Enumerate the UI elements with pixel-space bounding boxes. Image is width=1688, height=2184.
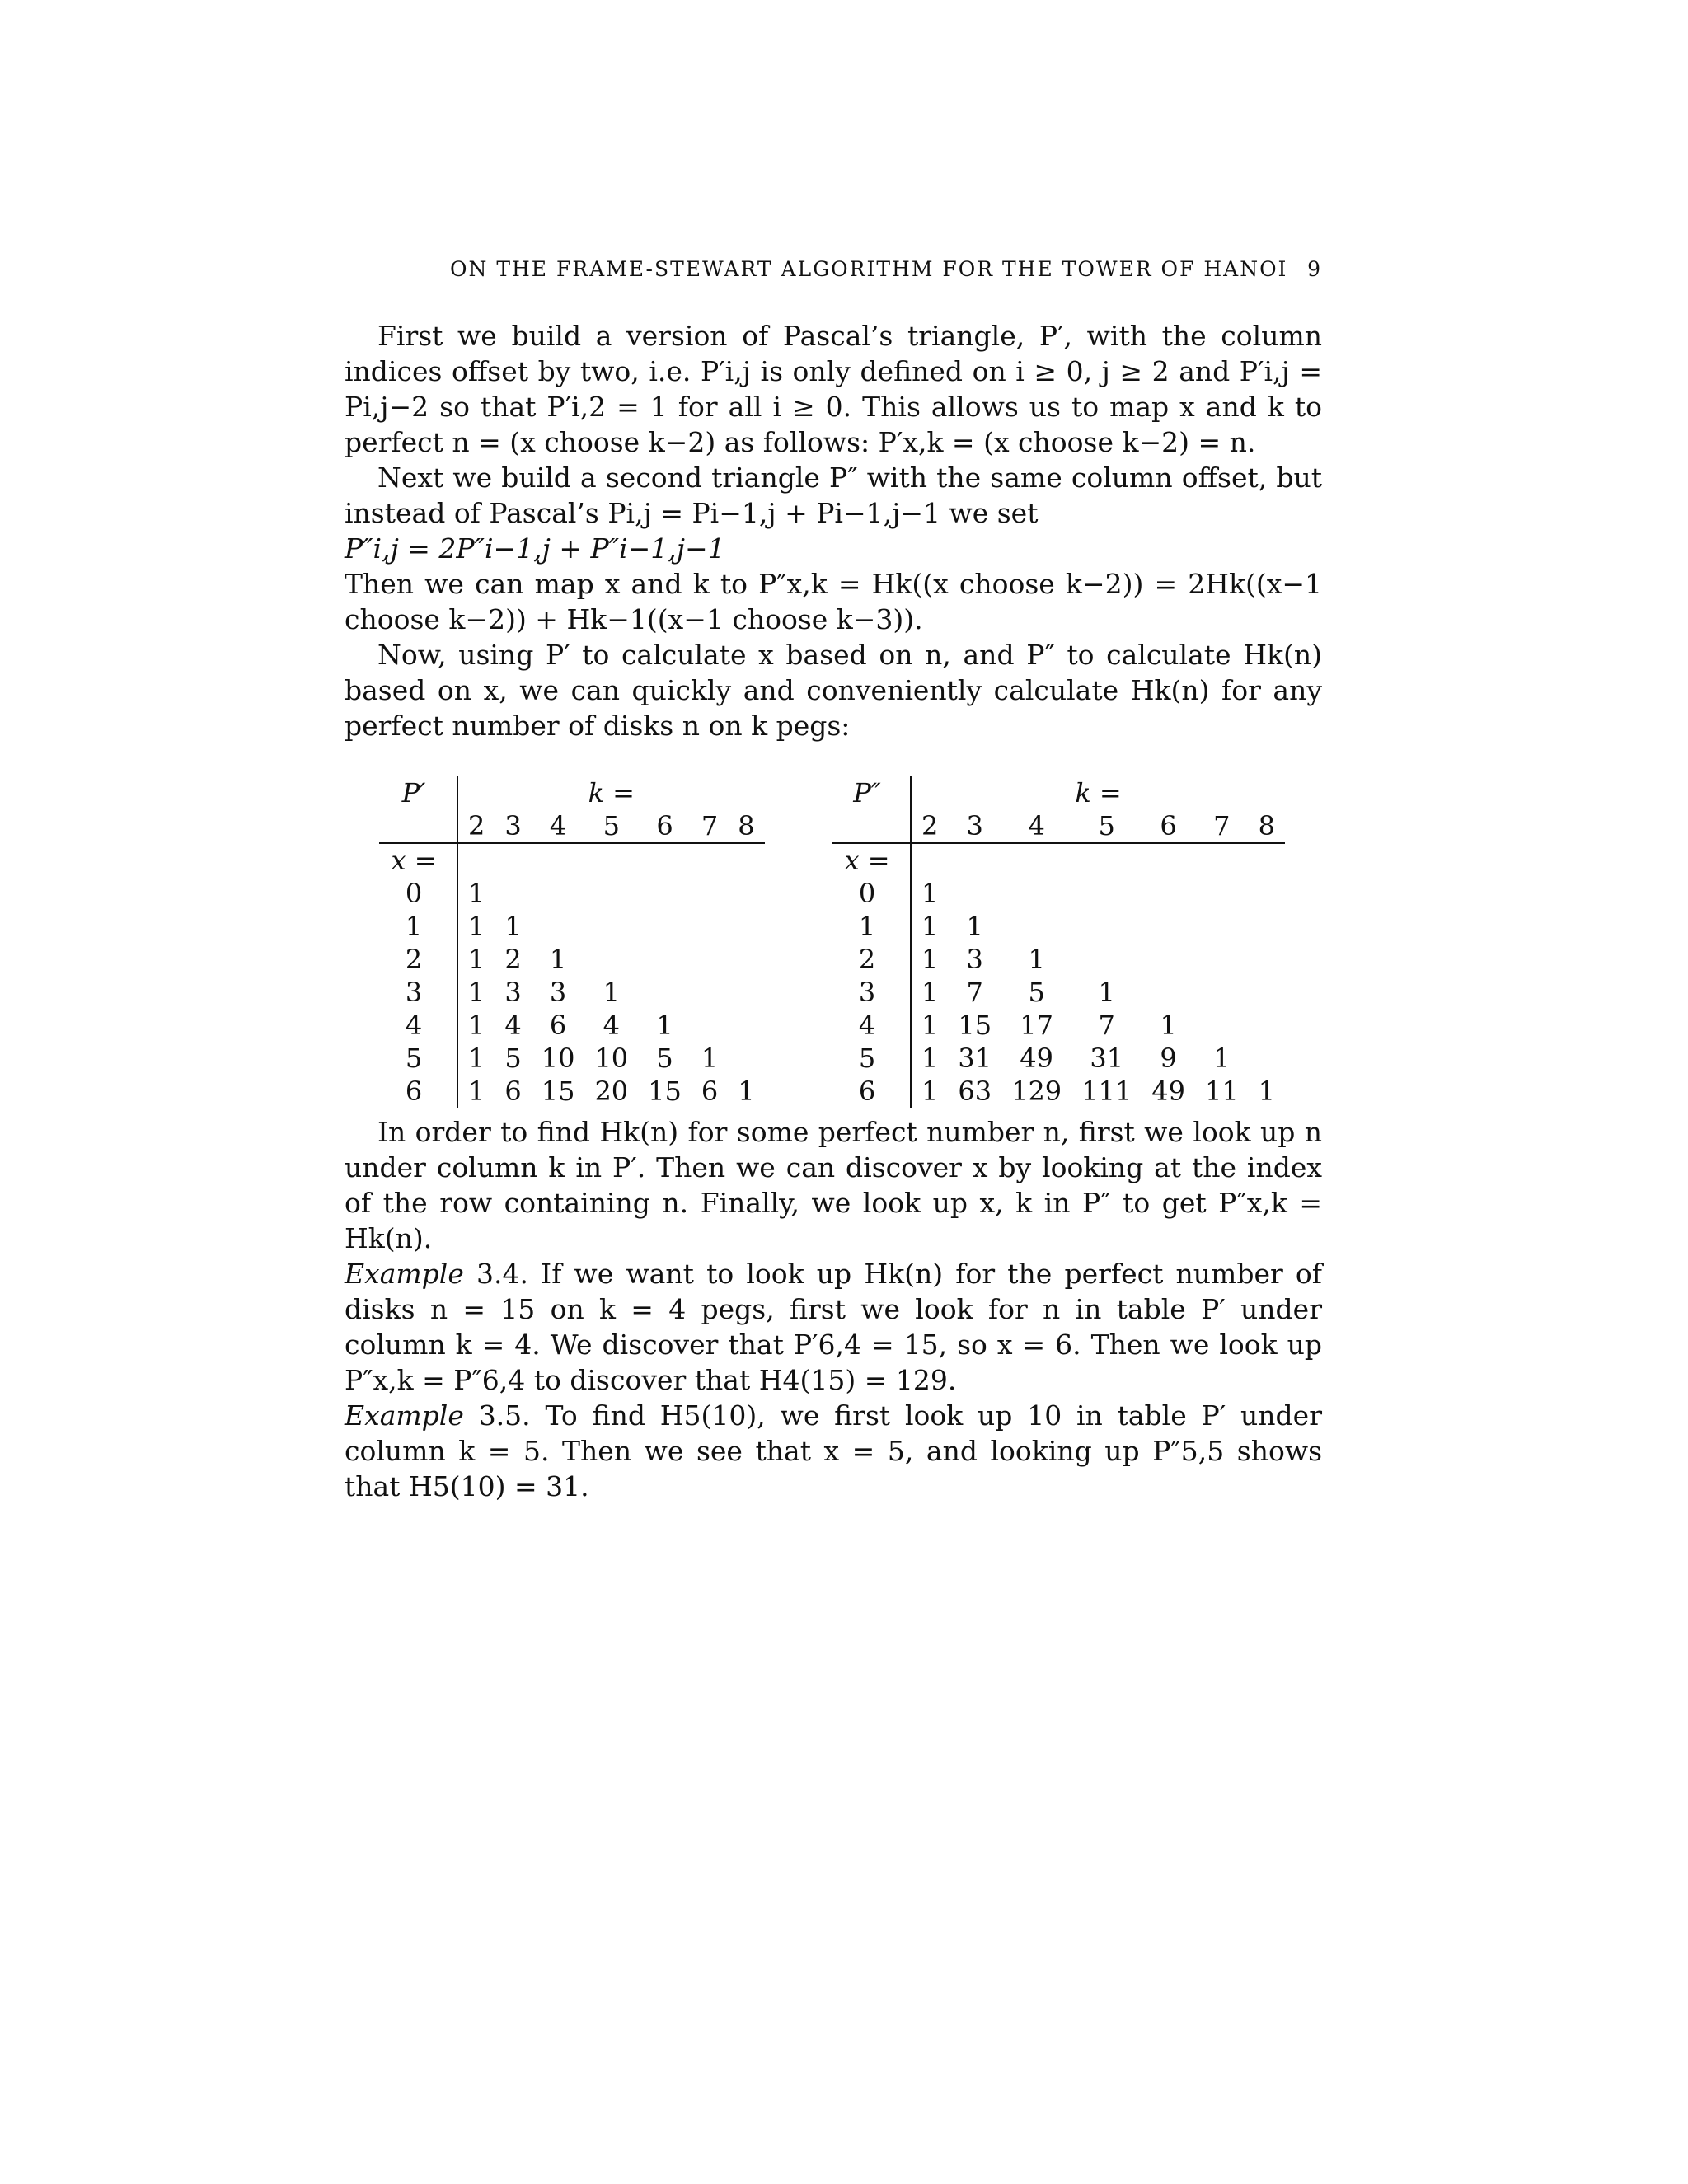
- table-cell: [1071, 910, 1142, 943]
- table-cell: 1: [921, 1010, 939, 1041]
- table-cell: [532, 877, 585, 910]
- page-number: 9: [1307, 257, 1322, 281]
- table-name: P′: [379, 776, 457, 809]
- column-header-row: [379, 809, 765, 843]
- table-cell: [584, 877, 638, 910]
- table-cell: [948, 877, 1001, 910]
- equation-recurrence: P″i,j = 2P″i−1,j + P″i−1,j−1: [345, 532, 725, 565]
- example-label: Example: [345, 1399, 464, 1432]
- table-cell: [1195, 976, 1249, 1009]
- table-cell: 6: [504, 1076, 522, 1107]
- table-cell: 1: [549, 944, 567, 975]
- table-cell: [495, 877, 531, 910]
- table-cell: 1: [701, 1043, 719, 1074]
- column-header: 6: [638, 809, 692, 843]
- table-row: [832, 910, 1285, 943]
- table-row: [379, 910, 765, 943]
- table-cell: 1: [468, 911, 485, 942]
- x-label: x =: [379, 843, 457, 877]
- table-cell: [1142, 943, 1195, 976]
- table-cell: [638, 976, 692, 1009]
- table-cell: 1: [1213, 1043, 1231, 1074]
- paragraph-4: Now, using P′ to calculate x based on n, and P″ to calculate Hk(n) based on x, we can quickly and conveniently calculate Hk(n) for any perfect number of disks n on k pegs:: [345, 639, 1322, 742]
- example-text: 3.5. To find H5(10), we first look up 10 in table P′ under column k = 5. Then we see that x = 5, and looking up P″5,5 shows that H5(10) = 31.: [345, 1399, 1322, 1502]
- table-row: [379, 1042, 765, 1075]
- x-label: x =: [832, 843, 911, 877]
- table-cell: 1: [1098, 977, 1115, 1008]
- table-row: [379, 877, 765, 910]
- column-header: 5: [1071, 809, 1142, 843]
- table-cell: 11: [1204, 1076, 1239, 1107]
- table-cell: 5: [1028, 977, 1045, 1008]
- example-text: 3.4. If we want to look up Hk(n) for the perfect number of disks n = 15 on k = 4 pegs, first we look for n in table P′ under column k = 4. We discover that P′6,4 = 15, so x = 6. Then we look up P″x,k = P″6,4 to discover that H4(15) = 129.: [345, 1258, 1322, 1396]
- table-cell: 49: [1020, 1043, 1053, 1074]
- table-cell: 4: [504, 1010, 522, 1041]
- column-header: 5: [584, 809, 638, 843]
- body-text: [345, 318, 1322, 1504]
- table-name: P″: [832, 776, 911, 809]
- table-cell: 15: [541, 1076, 575, 1107]
- table-cell: 1: [1258, 1076, 1276, 1107]
- column-header: 7: [1195, 809, 1249, 843]
- table-cell: 6: [549, 1010, 567, 1041]
- paragraph-2: Next we build a second triangle P″ with the same column offset, but instead of Pascal’s Pi,j = Pi−1,j + Pi−1,j−1 we set: [345, 462, 1322, 529]
- table-cell: [1249, 910, 1285, 943]
- table-cell: 9: [1160, 1043, 1177, 1074]
- row-index: 5: [379, 1042, 457, 1075]
- column-header: 4: [1001, 809, 1071, 843]
- row-index: 3: [379, 976, 457, 1009]
- column-header: 3: [948, 809, 1001, 843]
- table-cell: [638, 943, 692, 976]
- column-header: 8: [1249, 809, 1285, 843]
- row-index: 1: [832, 910, 911, 943]
- table-cell: 10: [541, 1043, 575, 1074]
- row-index: 1: [379, 910, 457, 943]
- table-cell: 1: [921, 911, 939, 942]
- example-3-5: [345, 1398, 1322, 1504]
- table-cell: [728, 976, 764, 1009]
- table-cell: [1071, 943, 1142, 976]
- table-cell: 20: [594, 1076, 629, 1107]
- table-cell: 1: [468, 1010, 485, 1041]
- table-cell: 10: [594, 1043, 629, 1074]
- table-cell: [1195, 910, 1249, 943]
- table-cell: [1249, 877, 1285, 910]
- table-cell: 7: [1098, 1010, 1115, 1041]
- table-cell: 49: [1151, 1076, 1185, 1107]
- table-cell: 6: [701, 1076, 719, 1107]
- table-cell: [728, 1042, 764, 1075]
- k-label: k =: [588, 777, 635, 808]
- table-cell: 5: [504, 1043, 522, 1074]
- paragraph-5: In order to find Hk(n) for some perfect number n, first we look up n under column k in P′. Then we can discover x by looking at the index of the row containing n. Finally, we look up x, k in P″ to get P″x,k = Hk(n).: [345, 1116, 1322, 1254]
- table-cell: 15: [648, 1076, 682, 1107]
- table-cell: [728, 910, 764, 943]
- table-cell: 1: [1028, 944, 1045, 975]
- table-cell: [1071, 877, 1142, 910]
- table-row: [832, 1042, 1285, 1075]
- column-header: 8: [728, 809, 764, 843]
- table-cell: 15: [958, 1010, 992, 1041]
- table-row: [379, 976, 765, 1009]
- table-cell: [728, 943, 764, 976]
- table-cell: [692, 1009, 728, 1042]
- row-index: 4: [832, 1009, 911, 1042]
- table-cell: 1: [468, 1076, 485, 1107]
- table-cell: [1195, 1009, 1249, 1042]
- table-row: [832, 1009, 1285, 1042]
- table-cell: [1249, 1009, 1285, 1042]
- table-cell: 1: [921, 878, 939, 909]
- table-cell: 1: [921, 1043, 939, 1074]
- row-index: 6: [832, 1075, 911, 1108]
- example-label: Example: [345, 1258, 464, 1290]
- table-cell: [1249, 976, 1285, 1009]
- table-cell: 1: [921, 977, 939, 1008]
- table-cell: [1142, 910, 1195, 943]
- table-p-double-prime: [832, 776, 1285, 1108]
- table-cell: 1: [468, 1043, 485, 1074]
- table-cell: [692, 877, 728, 910]
- table-cell: 1: [966, 911, 983, 942]
- table-row: [379, 1075, 765, 1108]
- column-header: 4: [532, 809, 585, 843]
- column-header: 3: [495, 809, 531, 843]
- table-cell: 1: [468, 878, 485, 909]
- table-cell: [584, 943, 638, 976]
- table-cell: 4: [603, 1010, 620, 1041]
- column-header: 6: [1142, 809, 1195, 843]
- table-cell: [1142, 976, 1195, 1009]
- row-index: 5: [832, 1042, 911, 1075]
- row-index: 0: [832, 877, 911, 910]
- table-cell: 31: [1090, 1043, 1124, 1074]
- row-index: 2: [832, 943, 911, 976]
- table-cell: [638, 910, 692, 943]
- table-cell: 17: [1020, 1010, 1053, 1041]
- column-header: 2: [457, 809, 495, 843]
- table-cell: [692, 976, 728, 1009]
- table-cell: 63: [958, 1076, 992, 1107]
- table-cell: 3: [504, 977, 522, 1008]
- table-cell: 1: [738, 1076, 755, 1107]
- table-row: [379, 943, 765, 976]
- table-cell: [728, 1009, 764, 1042]
- table-row: [832, 1075, 1285, 1108]
- table-cell: [692, 910, 728, 943]
- table-cell: 129: [1011, 1076, 1062, 1107]
- table-cell: [1195, 943, 1249, 976]
- table-cell: 1: [921, 1076, 939, 1107]
- table-cell: [1195, 877, 1249, 910]
- column-header: 2: [911, 809, 948, 843]
- table-row: [832, 976, 1285, 1009]
- table-cell: 1: [468, 977, 485, 1008]
- table-cell: 1: [1160, 1010, 1177, 1041]
- table-cell: 3: [549, 977, 567, 1008]
- row-index: 2: [379, 943, 457, 976]
- running-head: [345, 257, 1322, 290]
- table-row: [832, 877, 1285, 910]
- table-cell: 5: [656, 1043, 673, 1074]
- table-p-prime: [379, 776, 765, 1108]
- paragraph-3: Then we can map x and k to P″x,k = Hk((x choose k−2)) = 2Hk((x−1 choose k−2)) + Hk−1((x−1 choose k−3)).: [345, 568, 1322, 635]
- table-cell: [1249, 943, 1285, 976]
- table-cell: [1249, 1042, 1285, 1075]
- table-cell: [728, 877, 764, 910]
- table-cell: [532, 910, 585, 943]
- table-cell: [1001, 877, 1071, 910]
- table-cell: [638, 877, 692, 910]
- table-cell: [1001, 910, 1071, 943]
- table-cell: 1: [603, 977, 620, 1008]
- row-index: 3: [832, 976, 911, 1009]
- table-cell: [692, 943, 728, 976]
- paragraph-1: First we build a version of Pascal’s triangle, P′, with the column indices offset by two, i.e. P′i,j is only defined on i ≥ 0, j ≥ 2 and P′i,j = Pi,j−2 so that P′i,2 = 1 for all i ≥ 0. This allows us to map x and k to perfect n = (x choose k−2) as follows: P′x,k = (x choose k−2) = n.: [345, 320, 1322, 458]
- table-cell: 1: [504, 911, 522, 942]
- column-header: 7: [692, 809, 728, 843]
- table-cell: 1: [468, 944, 485, 975]
- table-cell: 2: [504, 944, 522, 975]
- column-header-row: [832, 809, 1285, 843]
- table-cell: 1: [921, 944, 939, 975]
- table-cell: [584, 910, 638, 943]
- table-cell: 31: [958, 1043, 992, 1074]
- table-cell: 1: [656, 1010, 673, 1041]
- example-3-4: [345, 1256, 1322, 1398]
- row-index: 6: [379, 1075, 457, 1108]
- running-title: ON THE FRAME-STEWART ALGORITHM FOR THE TOWER OF HANOI: [450, 257, 1288, 281]
- table-cell: 7: [966, 977, 983, 1008]
- row-index: 4: [379, 1009, 457, 1042]
- table-cell: 111: [1081, 1076, 1132, 1107]
- table-cell: 3: [966, 944, 983, 975]
- tables-row: [345, 776, 1322, 1114]
- table-row: [832, 943, 1285, 976]
- row-index: 0: [379, 877, 457, 910]
- k-label: k =: [1075, 777, 1122, 808]
- table-row: [379, 1009, 765, 1042]
- table-cell: [1142, 877, 1195, 910]
